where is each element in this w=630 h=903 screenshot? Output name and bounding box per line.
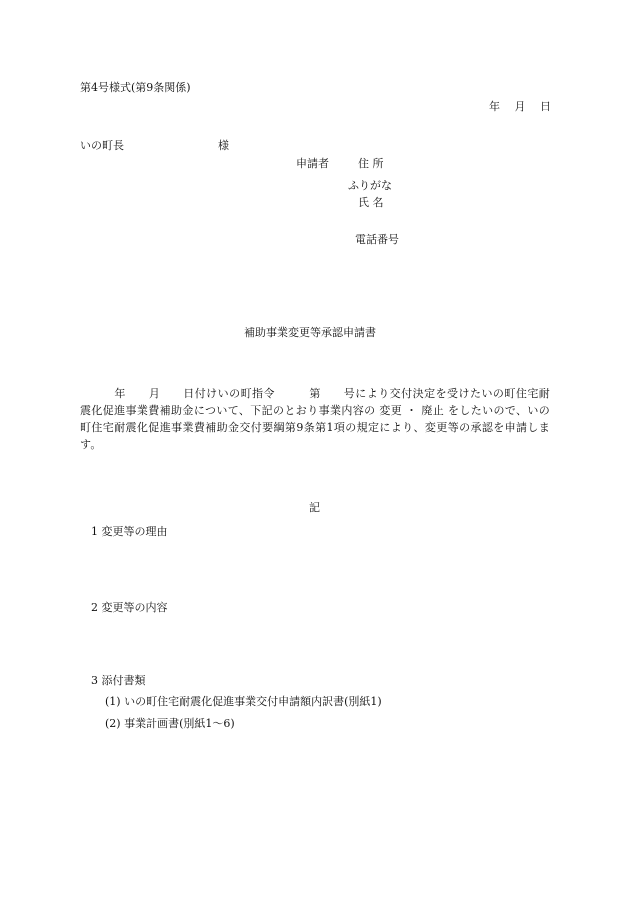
addressee-honorific: 様 [218,139,229,152]
addressee: いの町長 [80,139,124,152]
attachment-item: (1) いの町住宅耐震化促進事業交付申請額内訳書(別紙1) [105,695,382,708]
applicant-label: 申請者 [296,157,329,170]
body-text-2: をしたいので、いの町住宅耐震化促進事業費補助金交付要綱第9条第1項の規定により、変更等の承認を申請します。 [80,404,551,451]
option-change: 変更 [379,404,403,417]
option-abolish: 廃止 [421,404,445,417]
body-text-1: 年 月 日付けいの町指令 第 号により交付決定を受けたいの町住宅耐震化促進事業費補助金について、下記のとおり事業内容の [80,387,550,417]
document-title: 補助事業変更等承認申請書 [244,326,376,339]
furigana-label: ふりがな [348,179,392,192]
name-label: 氏 名 [358,196,384,209]
item-attachments: 3 添付書類 [91,674,146,687]
item-reason: 1 変更等の理由 [91,525,168,538]
item-content: 2 変更等の内容 [91,601,168,614]
body-paragraph [80,385,550,453]
date-line: 年 月 日 [489,100,551,113]
ki-heading: 記 [309,501,320,514]
address-label: 住 所 [358,157,384,170]
phone-label: 電話番号 [355,233,399,246]
option-separator: ・ [406,404,418,417]
form-number: 第4号様式(第9条関係) [80,81,191,94]
attachment-item: (2) 事業計画書(別紙1〜6) [105,717,235,730]
